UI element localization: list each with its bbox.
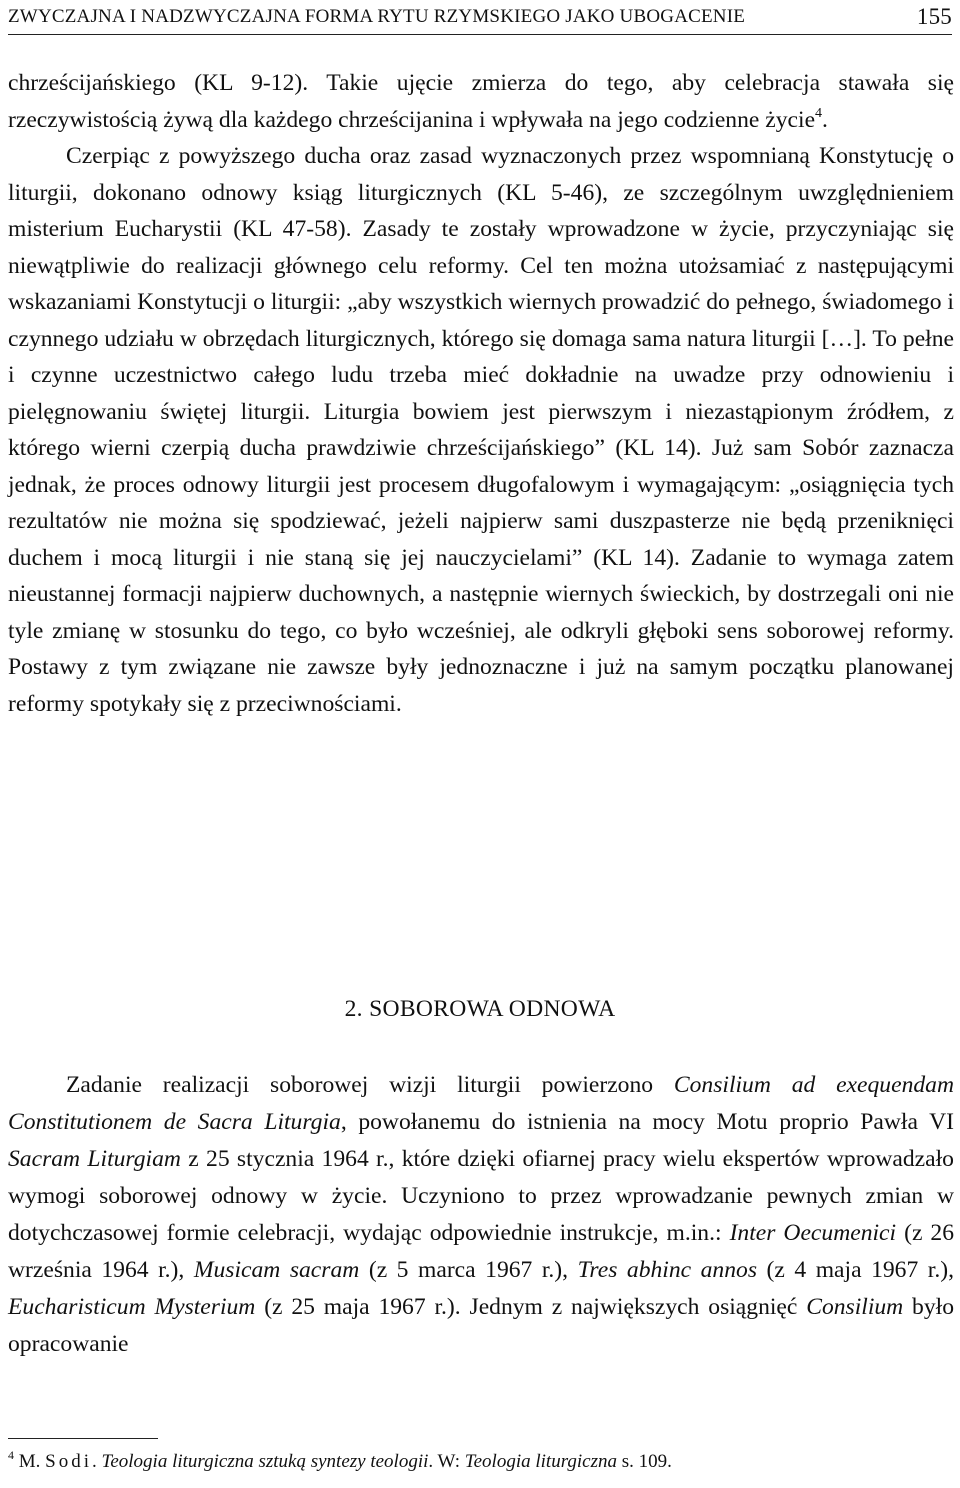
paragraph-1-text: chrześcijańskiego (KL 9-12). Takie ujęcie zmierza do tego, aby celebracja stawała się rzeczywistością żywą dla każdego chrześcijanina i wpływała na jego codzienne życie — [8, 70, 954, 133]
footnote-source: Teologia liturgiczna — [464, 1451, 617, 1472]
section-paragraph — [8, 1067, 954, 1363]
section-heading: 2. SOBOROWA ODNOWA — [344, 996, 616, 1022]
running-title: ZWYCZAJNA I NADZWYCZAJNA FORMA RYTU RZYMSKIEGO JAKO UBOGACENIE — [8, 6, 746, 27]
paragraph-2: Czerpiąc z powyższego ducha oraz zasad wyznaczonych przez wspomnianą Konstytucję o liturgii, dokonano odnowy ksiąg liturgicznych (KL 5-46), ze szczególnym uwzględnieniem misterium Eucharystii (KL 47-58). Zasady te zostały wprowadzone w życie, przyczyniając się niewątpliwie do realizacji głównego celu reformy. Cel ten można utożsamiać z następującymi wskazaniami Konstytucji o liturgii: „aby wszystkich wiernych prowadzić do pełnego, świadomego i czynnego udziału w obrzędach liturgicznych, którego się domaga sama natura liturgii […]. To pełne i czynne uczestnictwo całego ludu trzeba mieć dokładnie na uwadze przy odnowieniu i pielęgnowaniu świętej liturgii. Liturgia bowiem jest pierwszym i niezastąpionym źródłem, z którego wierni czerpią ducha prawdziwie chrześcijańskiego” (KL 14). Już sam Sobór zaznacza jednak, że proces odnowy liturgii jest procesem długofalowym i wymagającym: „osiągnięcia tych rezultatów nie można się spodziewać, jeżeli najpierw sami duszpasterze nie będą przeniknięci duchem i mocą liturgii i nie staną się jej nauczycielami” (KL 14). Zadanie to wymaga zatem nieustannej formacji najpierw duchownych, a następnie wiernych świeckich, by dostrzegali oni nie tyle zmianę w stosunku do tego, co było wcześniej, ale odkryli głęboki sens soborowej reformy. Postawy z tym związane nie zawsze były jednoznaczne i już na samym początku planowanej reformy spotykały się z przeciwnościami. — [8, 143, 954, 717]
text-run: (z 25 maja 1967 r.). Jednym z największych osiągnięć — [255, 1294, 807, 1320]
italic-musicam-sacram: Musicam sacram — [193, 1257, 360, 1283]
footnote-title: Teologia liturgiczna sztuką syntezy teologii — [101, 1451, 429, 1472]
footnote-separator: . — [92, 1451, 102, 1472]
italic-eucharisticum-mysterium: Eucharisticum Mysterium — [8, 1294, 256, 1320]
italic-sacram-liturgiam: Sacram Liturgiam — [8, 1146, 181, 1172]
main-text — [8, 65, 954, 722]
text-run: Zadanie realizacji soborowej wizji liturgii powierzono — [66, 1072, 674, 1098]
footnote-pages: s. 109. — [617, 1451, 672, 1472]
footnote-number: 4 — [8, 1448, 14, 1462]
italic-consilium-title: Consilium ad exequendam Constitutionem de Sacra Liturgia — [8, 1072, 954, 1135]
text-run: (z 26 września 1964 r.), — [8, 1220, 954, 1283]
text-run: z 25 stycznia 1964 r., które dzięki ofiarnej pracy wielu ekspertów wprowadzało wymogi soborowej odnowy w życie. Uczyniono to przez wprowadzanie pewnych zmian w dotychczasowej formie celebracji, wydając odpowiednie instrukcje, m.in.: — [8, 1146, 954, 1246]
text-run: (z 4 maja 1967 r.), — [757, 1257, 954, 1283]
footnote-author-initial: M. — [18, 1451, 46, 1472]
italic-consilium: Consilium — [806, 1294, 904, 1320]
footnote-separator: . W: — [428, 1451, 465, 1472]
footnote-divider — [8, 1438, 158, 1439]
page-number: 155 — [916, 4, 952, 29]
paragraph-continued — [8, 65, 954, 138]
footnote-4 — [8, 1450, 954, 1474]
text-run: (z 5 marca 1967 r.), — [359, 1257, 578, 1283]
italic-inter-oecumenici: Inter Oecumenici — [729, 1220, 897, 1246]
text-run: było opracowanie — [8, 1294, 954, 1357]
paragraph-1-end: . — [822, 106, 828, 133]
footnote-ref-4: 4 — [815, 105, 823, 121]
text-run: , powołanemu do istnienia na mocy Motu proprio Pawła VI — [340, 1109, 954, 1135]
running-header — [8, 0, 952, 35]
section-text — [8, 1067, 954, 1363]
italic-tres-abhinc-annos: Tres abhinc annos — [577, 1257, 758, 1283]
footnote-author-surname: Sodi — [45, 1451, 93, 1472]
